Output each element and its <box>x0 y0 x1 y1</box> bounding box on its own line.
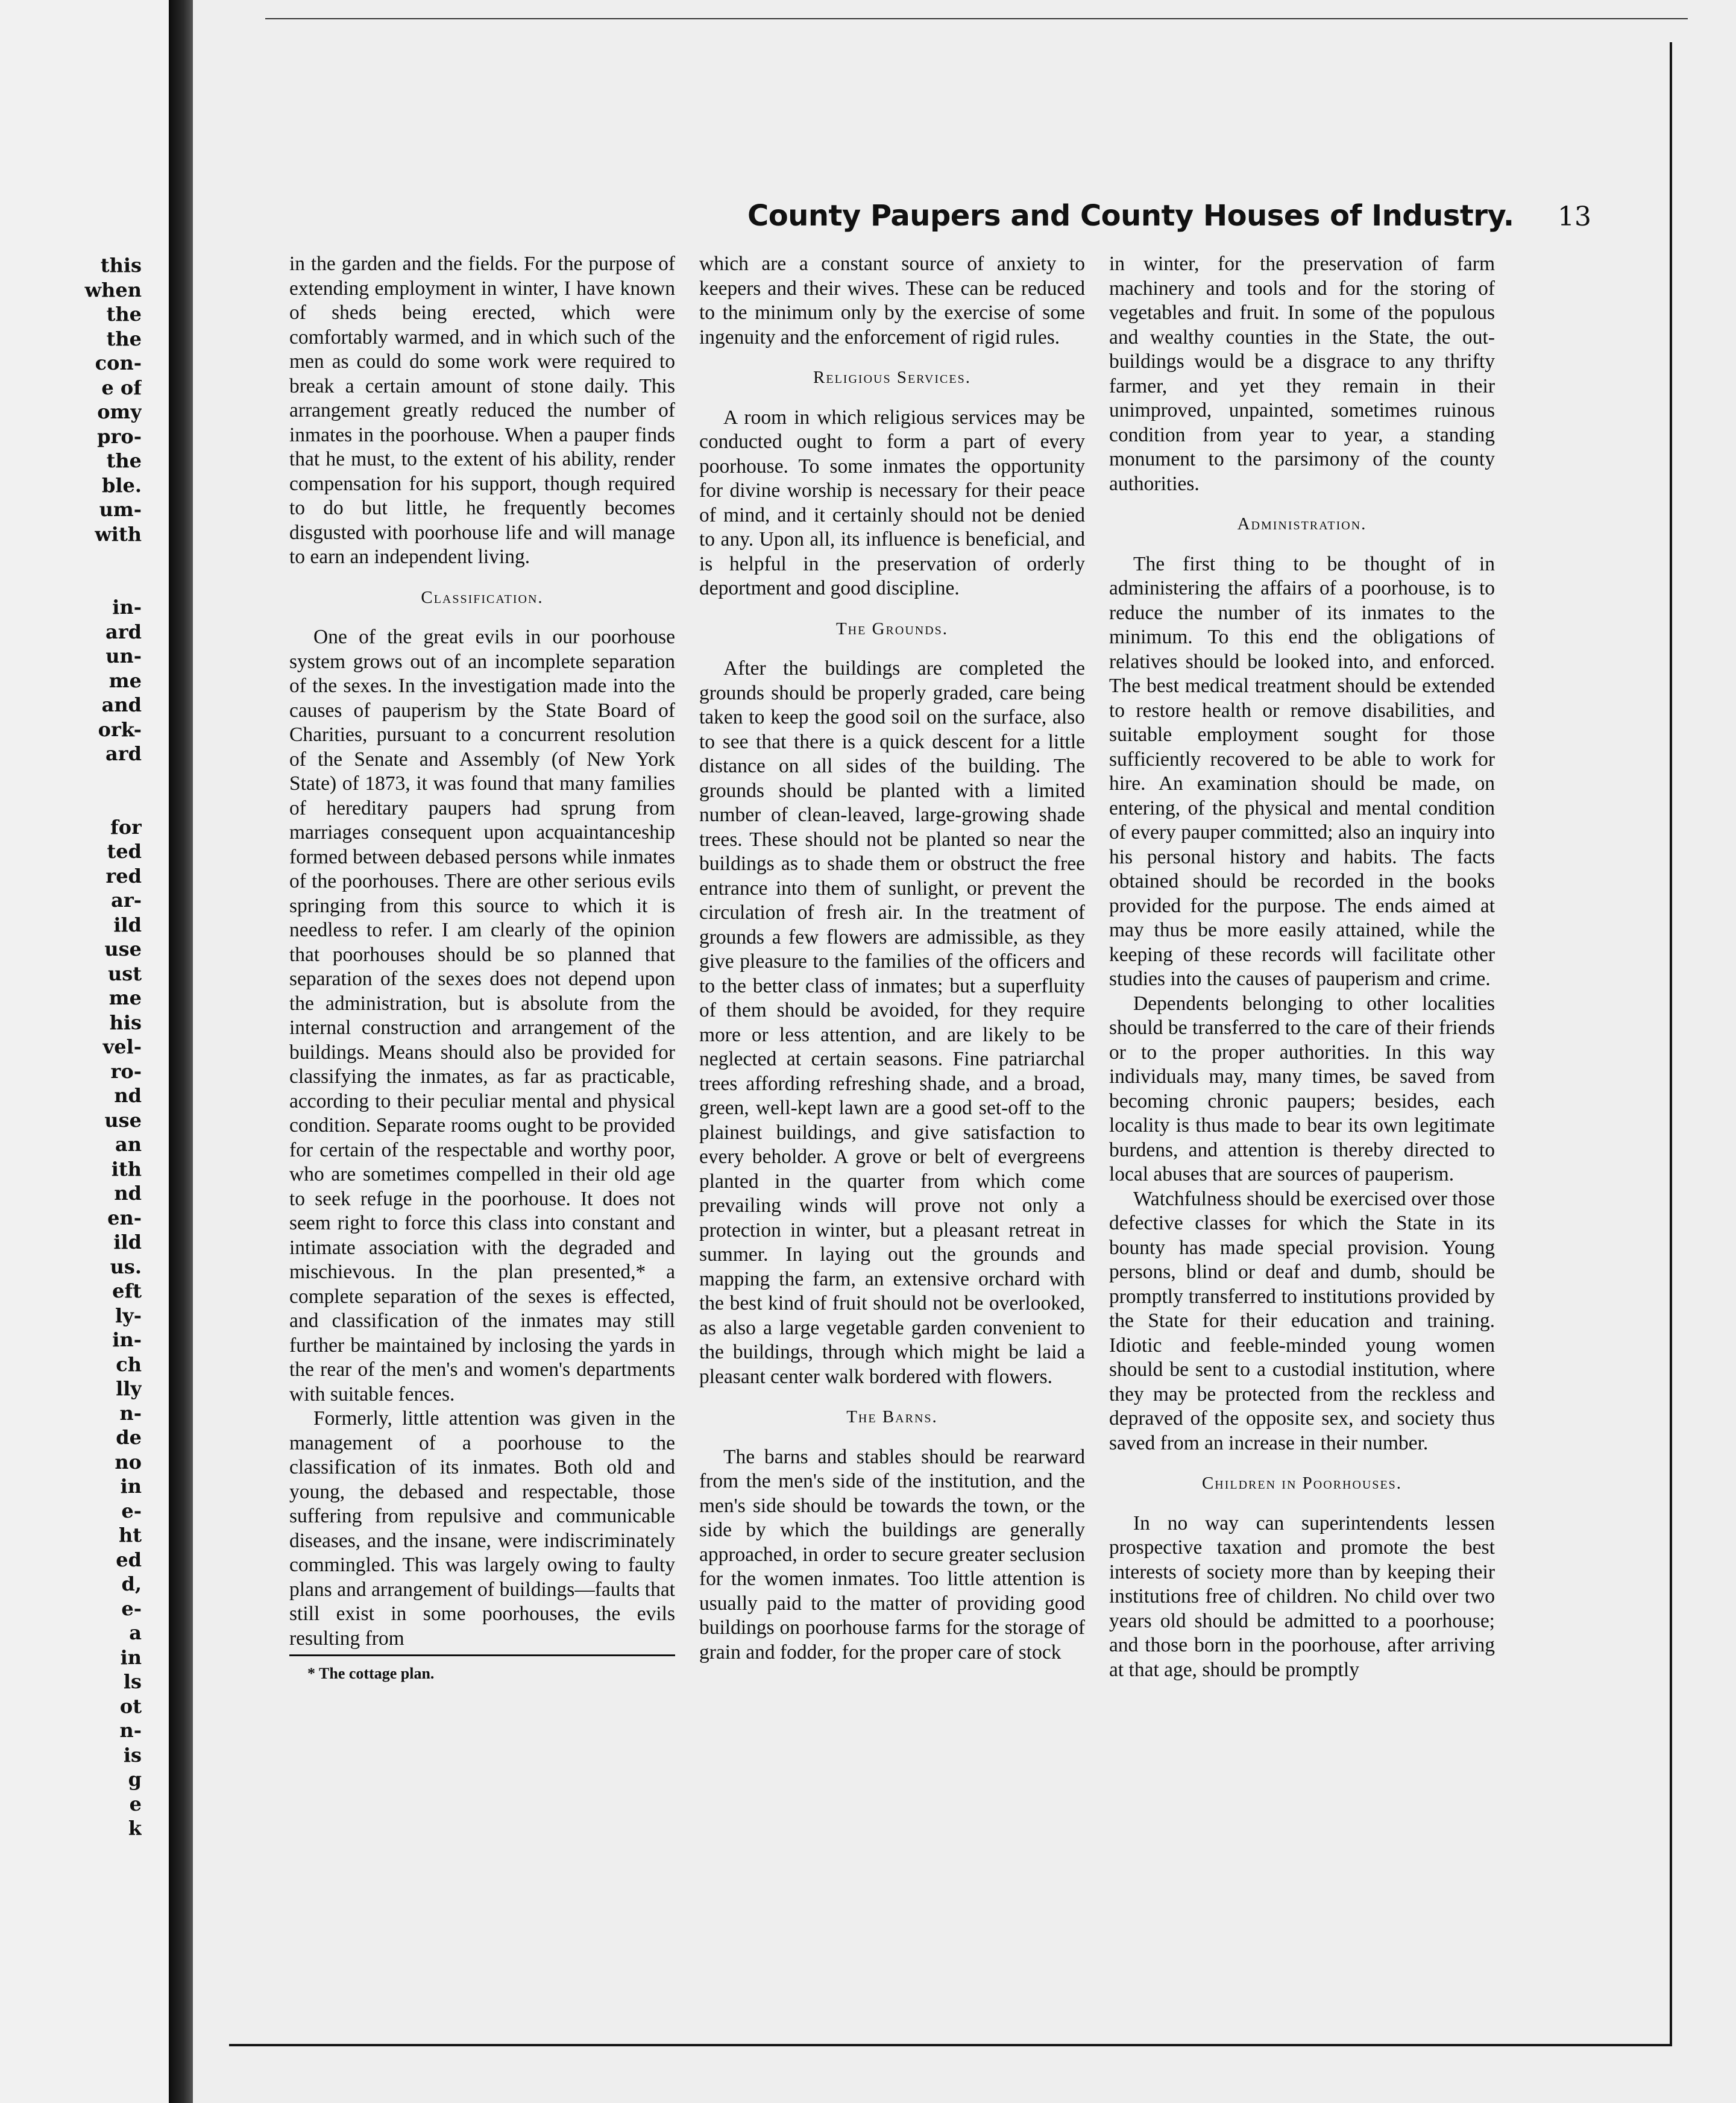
facing-page-fragment: me <box>108 986 142 1009</box>
facing-page-fragment: this <box>100 254 142 277</box>
facing-page-fragment: an <box>115 1133 142 1156</box>
facing-page-fragment: eft <box>112 1279 142 1302</box>
facing-page-fragment: n- <box>119 1401 142 1425</box>
section-heading-classification: Classification. <box>421 587 544 607</box>
facing-page-fragment: ed <box>116 1548 142 1571</box>
section-heading-the-grounds: The Grounds. <box>835 619 949 638</box>
facing-page-fragment <box>0 571 142 596</box>
facing-page-fragment <box>0 790 142 815</box>
facing-page-fragment: vel- <box>102 1035 142 1058</box>
facing-page-fragment: ro- <box>110 1059 142 1083</box>
top-edge-line <box>265 18 1688 19</box>
facing-page-fragment: ust <box>107 962 142 985</box>
facing-page-fragment: ild <box>113 913 142 936</box>
facing-page-fragment: ble. <box>101 473 142 497</box>
facing-page-fragment: pro- <box>97 424 142 448</box>
text-column-3 <box>1109 252 1495 1682</box>
facing-page-fragment: e- <box>121 1597 142 1620</box>
facing-page-fragment: in- <box>112 1328 142 1351</box>
facing-page-fragment: in- <box>112 596 142 619</box>
paragraph: in the garden and the fields. For the purpose of extending employment in winter, I have known of sheds being erected, which were comfortably warmed, and in which such of the men as could do some work were required to break a certain amount of stone daily. This arrangement greatly reduced the number of inmates in the poorhouse. When a pauper finds that he must, to the extent of his ability, render compensation for his support, though required to do but little, he frequently becomes disgusted with poorhouse life and will manage to earn an independent living. <box>289 253 675 568</box>
paragraph: The barns and stables should be rearward from the men's side of the institution, and the men's side should be towards the town, or the side by which the buildings are generally approached, in order to secure greater seclusion for the women inmates. Too little attention is usually paid to the matter of providing good buildings on poorhouse farms for the storage of grain and fodder, for the proper care of stock <box>699 1445 1085 1663</box>
facing-page-fragment: nd <box>114 1182 142 1205</box>
paragraph: The first thing to be thought of in administering the affairs of a poorhouse, is to reduce the number of its inmates to the minimum. To this end the obligations of relatives should be looked into, and enforced. The best medical treatment should be extended to restore health or remove disabilities, and suitable employment sought for those sufficiently recovered to be able to work for hire. An examination should be made, on entering, of the physical and mental condition of every pauper committed; also an inquiry into his personal history and habits. The facts obtained should be recorded in the books provided for the purpose. The ends aimed at may thus be more easily attained, while the keeping of these records will facilitate other studies into the causes of pauperism and crime. <box>1109 552 1495 990</box>
section-heading-children-in-poorhouses: Children in Poorhouses. <box>1201 1474 1403 1493</box>
facing-page-fragment: in <box>120 1475 142 1498</box>
facing-page-fragment: k <box>128 1817 142 1840</box>
facing-page-fragment: ard <box>105 742 142 765</box>
facing-page-text-fragments <box>0 253 142 1941</box>
facing-page-fragment: con- <box>95 352 142 374</box>
page-header <box>555 193 1640 241</box>
page-number: 13 <box>1558 201 1591 232</box>
book-page <box>193 0 1736 2103</box>
facing-page-fragment: when <box>84 278 142 301</box>
footnote-rule <box>289 1654 675 1656</box>
facing-page-fragment: n- <box>119 1719 142 1742</box>
facing-page-fragment: omy <box>97 400 142 423</box>
facing-page-fragment: red <box>105 864 142 888</box>
facing-page-fragment: ork- <box>98 717 142 741</box>
running-title: County Paupers and County Houses of Industry. <box>747 199 1514 233</box>
facing-page-fragment: e- <box>121 1499 142 1522</box>
facing-page-fragment: ard <box>105 620 142 643</box>
facing-page-fragment: ted <box>107 840 142 863</box>
facing-page-fragment: use <box>104 938 142 960</box>
section-heading-the-barns: The Barns. <box>846 1407 938 1427</box>
facing-page-fragment: the <box>106 303 142 326</box>
facing-page-fragment: for <box>110 815 142 839</box>
facing-page-fragment: no <box>115 1450 142 1474</box>
facing-page-fragment: lly <box>116 1377 142 1400</box>
facing-page <box>0 0 169 2103</box>
paragraph: In no way can superintendents lessen prospective taxation and promote the best interests of society more than by keeping their institutions free of children. No child over two years old should be admitted to a poorhouse; and those born in the poorhouse, after arriving at that age, should be promptly <box>1109 1512 1495 1681</box>
facing-page-fragment: and <box>101 693 142 716</box>
facing-page-fragment: the <box>106 449 142 472</box>
section-heading-religious-services: Religious Services. <box>813 368 971 387</box>
facing-page-fragment <box>0 546 142 571</box>
facing-page-fragment: me <box>108 669 142 692</box>
text-column-1 <box>289 252 675 1684</box>
facing-page-fragment: ch <box>116 1352 142 1376</box>
facing-page-fragment: ly- <box>115 1304 142 1327</box>
facing-page-fragment: with <box>95 522 142 546</box>
facing-page-fragment: ht <box>118 1524 142 1547</box>
section-heading-administration: Administration. <box>1237 514 1367 534</box>
paragraph: in winter, for the preservation of farm machinery and tools and for the storing of vegetables and fruit. In some of the populous and wealthy counties in the State, the out-buildings would be a disgrace to any thrifty farmer, and yet they remain in their unimproved, unpainted, sometimes ruinous condition from year to year, a standing monument to the parsimony of the county authorities. <box>1109 253 1495 495</box>
facing-page-fragment: de <box>116 1426 142 1449</box>
facing-page-fragment: in <box>120 1645 142 1669</box>
facing-page-fragment: un- <box>105 645 142 667</box>
facing-page-fragment: ls <box>123 1670 142 1693</box>
facing-page-fragment <box>0 766 142 791</box>
facing-page-fragment: use <box>104 1108 142 1132</box>
paragraph: After the buildings are completed the grounds should be properly graded, care being taken to keep the good soil on the surface, also to see that there is a quick descent for a little distance on all sides of the building. The grounds should be planted with a limited number of clean-leaved, large-growing shade trees. These should not be planted so near the buildings as to shade them or obstruct the free entrance into them of sunlight, or prevent the circulation of fresh air. In the treatment of grounds a few flowers are admissible, as they give pleasure to the families of the officers and to the better class of inmates; but a superfluity of them should be avoided, for they require more or less attention, and are likely to be neglected at certain seasons. Fine patriarchal trees affording refreshing shade, and a broad, green, well-kept lawn are a good set-off to the plainest buildings, and give satisfaction to every beholder. A grove or belt of evergreens planted in the quarter from which come prevailing winds will prove not only a protection in winter, but a pleasant retreat in summer. In laying out the grounds and mapping the farm, an extensive orchard with the best kind of fruit should not be overlooked, as also a large vegetable garden convenient to the buildings, through which might be laid a pleasant center walk bordered with flowers. <box>699 657 1085 1388</box>
facing-page-fragment: ot <box>119 1694 142 1718</box>
paragraph: Formerly, little attention was given in the management of a poorhouse to the classification of its inmates. Both old and young, the debased and respectable, those suffering from repulsive and communicable diseases, and the insane, were indiscriminately commingled. This was largely owing to faulty plans and arrangement of buildings—faults that still exist in some poorhouses, the evils resulting from <box>289 1407 675 1650</box>
facing-page-fragment: us. <box>110 1255 142 1278</box>
facing-page-fragment: his <box>109 1011 142 1034</box>
facing-page-fragment: en- <box>107 1206 142 1229</box>
paragraph: Watchfulness should be exercised over those defective classes for which the State in its bounty has made special provision. Young persons, blind or deaf and dumb, should be promptly transferred to institutions provided by the State for their education and training. Idiotic and feeble-minded young women should be sent to a custodial institution, where they may be protected from the reckless and depraved of the opposite sex, and society thus saved from an increase in their number. <box>1109 1187 1495 1454</box>
book-gutter <box>169 0 193 2103</box>
facing-page-fragment: is <box>123 1743 142 1767</box>
paragraph: which are a constant source of anxiety to keepers and their wives. These can be reduced to the minimum only by the exercise of some ingenuity and the enforcement of rigid rules. <box>699 253 1085 348</box>
facing-page-fragment: g <box>128 1768 142 1791</box>
text-column-2 <box>699 252 1085 1665</box>
facing-page-fragment: e <box>129 1792 142 1815</box>
footnote: * The cottage plan. <box>307 1665 435 1682</box>
facing-page-fragment: um- <box>99 498 142 521</box>
facing-page-fragment: ith <box>111 1157 142 1181</box>
paragraph: Dependents belonging to other localities should be transferred to the care of their friends or to the proper authorities. In this way individuals may, many times, be saved from becoming chronic paupers; besides, each locality is thus made to bear its own legitimate burdens, and attention is thereby directed to local abuses that are sources of pauperism. <box>1109 992 1495 1185</box>
facing-page-fragment: the <box>106 327 142 350</box>
facing-page-fragment: ild <box>113 1231 142 1253</box>
facing-page-fragment: e of <box>101 376 142 399</box>
facing-page-fragment: d, <box>121 1572 142 1595</box>
facing-page-fragment: a <box>129 1621 142 1644</box>
paragraph: One of the great evils in our poorhouse system grows out of an incomplete separation of the sexes. In the investigation made into the causes of pauperism by the State Board of Charities, pursuant to a concurrent resolution of the Senate and Assembly (of New York State) of 1873, it was found that many families of hereditary paupers had sprung from marriages consequent upon acquaintanceship formed between debased persons while inmates of the poorhouses. There are other serious evils springing from this source to which it is needless to refer. I am clearly of the opinion that poorhouses should be so planned that separation of the sexes does not depend upon the administration, but is absolute from the internal construction and arrangement of the buildings. Means should also be provided for classifying the inmates, as far as practicable, according to their peculiar mental and physical condition. Separate rooms ought to be provided for certain of the respectable and worthy poor, who are sometimes compelled in their old age to seek refuge in the poorhouse. It does not seem right to force this class into constant and intimate association with the degraded and mischievous. In the plan presented,* a complete separation of the sexes is effected, and classification of the inmates may still further be maintained by inclosing the yards in the rear of the men's and women's departments with suitable fences. <box>289 626 675 1405</box>
paragraph: A room in which religious services may be conducted ought to form a part of every poorhouse. To some inmates the opportunity for divine worship is necessary for their peace of mind, and it certainly should not be denied to any. Upon all, its influence is beneficial, and is helpful in the preservation of orderly deportment and good discipline. <box>699 406 1085 599</box>
facing-page-fragment: nd <box>114 1084 142 1107</box>
facing-page-fragment: ar- <box>111 889 142 912</box>
